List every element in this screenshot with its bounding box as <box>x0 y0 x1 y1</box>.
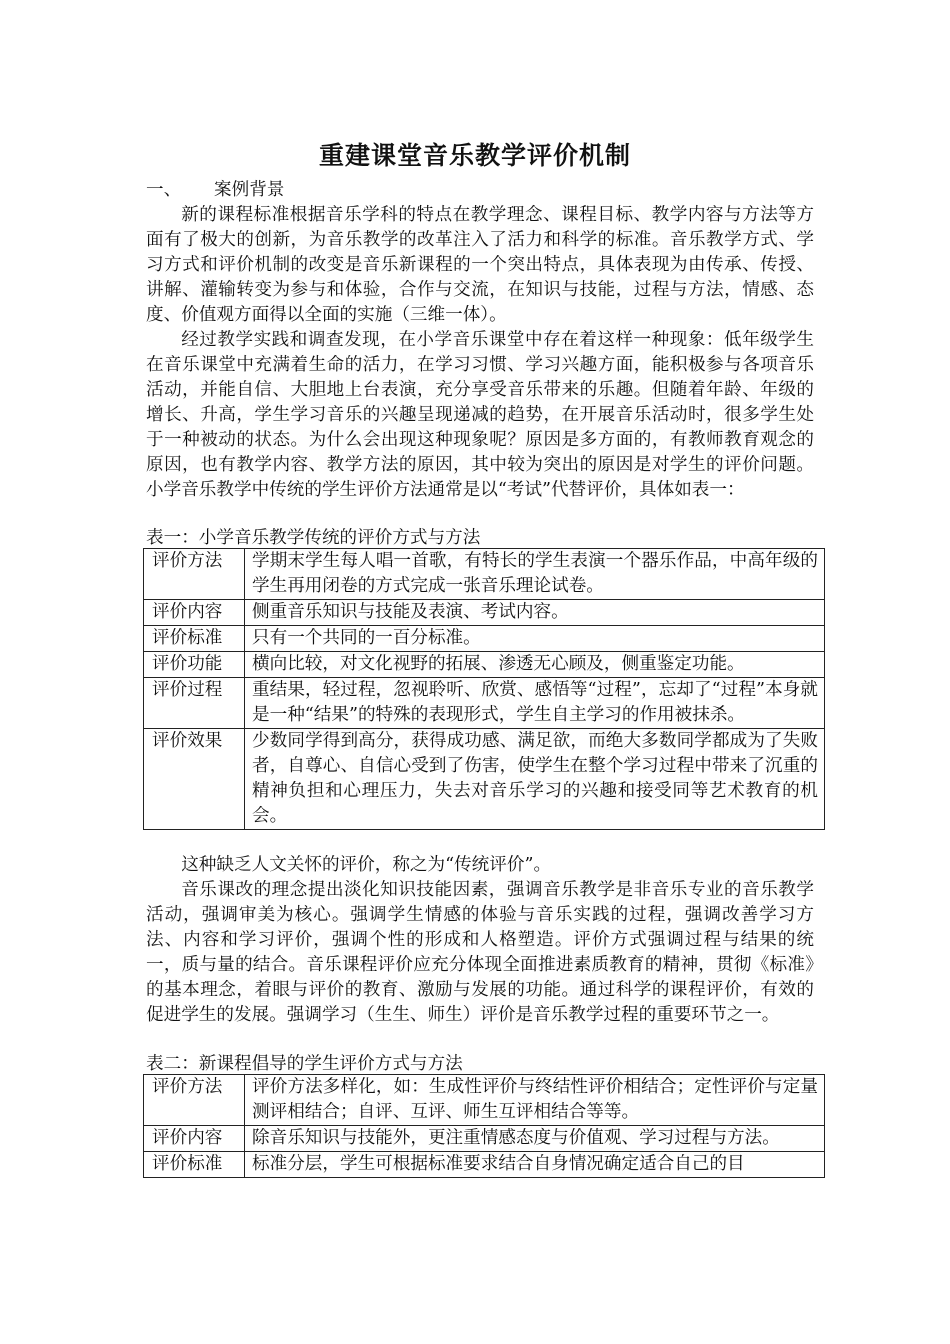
row-label: 评价效果 <box>144 729 245 830</box>
row-label: 评价标准 <box>144 1152 245 1178</box>
row-value: 评价方法多样化，如：生成性评价与终结性评价相结合；定性评价与定量测评相结合；自评、互评、师生互评相结合等等。 <box>245 1075 825 1126</box>
paragraph-1: 新的课程标准根据音乐学科的特点在教学理念、课程目标、教学内容与方法等方面有了极大的创新，为音乐教学的改革注入了活力和科学的标准。音乐教学方式、学习方式和评价机制的改变是音乐新课程的一个突出特点，具体表现为由传承、传授、讲解、灌输转变为参与和体验，合作与交流，在知识与技能，过程与方法，情感、态度、价值观方面得以全面的实施（三维一体）。 <box>146 205 814 325</box>
table1-traditional-evaluation <box>143 548 825 830</box>
row-value: 横向比较，对文化视野的拓展、渗透无心顾及，侧重鉴定功能。 <box>245 652 825 678</box>
row-value: 只有一个共同的一百分标准。 <box>245 626 825 652</box>
paragraph-4: 音乐课改的理念提出淡化知识技能因素，强调音乐教学是非音乐专业的音乐教学活动，强调审美为核心。强调学生情感的体验与音乐实践的过程，强调改善学习方法、内容和学习评价，强调个性的形成和人格塑造。评价方式强调过程与结果的统一，质与量的结合。音乐课程评价应充分体现全面推进素质教育的精神，贯彻《标准》的基本理念，着眼与评价的教育、激励与发展的功能。通过科学的课程评价，有效的促进学生的发展。强调学习（生生、师生）评价是音乐教学过程的重要环节之一。 <box>146 880 814 1025</box>
row-label: 评价功能 <box>144 652 245 678</box>
table2-new-curriculum-evaluation <box>143 1074 825 1178</box>
table1-caption: 表一：小学音乐教学传统的评价方式与方法 <box>146 528 481 548</box>
row-label: 评价方法 <box>144 1075 245 1126</box>
row-value: 学期末学生每人唱一首歌，有特长的学生表演一个器乐作品，中高年级的学生再用闭卷的方式完成一张音乐理论试卷。 <box>245 549 825 600</box>
table-row <box>144 729 825 830</box>
page-bottom-margin <box>0 1203 950 1344</box>
section-heading <box>146 178 806 203</box>
row-value: 除音乐知识与技能外，更注重情感态度与价值观、学习过程与方法。 <box>245 1126 825 1152</box>
row-label: 评价标准 <box>144 626 245 652</box>
row-label: 评价过程 <box>144 678 245 729</box>
document-title: 重建课堂音乐教学评价机制 <box>318 141 631 170</box>
table2-caption: 表二：新课程倡导的学生评价方式与方法 <box>146 1054 463 1074</box>
row-label: 评价内容 <box>144 1126 245 1152</box>
paragraph-3: 这种缺乏人文关怀的评价，称之为“传统评价”。 <box>181 855 552 875</box>
table-row <box>144 652 825 678</box>
table-row <box>144 1075 825 1126</box>
paragraph-2: 经过教学实践和调查发现，在小学音乐课堂中存在着这样一种现象：低年级学生在音乐课堂中充满着生命的活力，在学习习惯、学习兴趣方面，能积极参与各项音乐活动，并能自信、大胆地上台表演，充分享受音乐带来的乐趣。但随着年龄、年级的增长、升高，学生学习音乐的兴趣呈现递减的趋势，在开展音乐活动时，很多学生处于一种被动的状态。为什么会出现这种现象呢？原因是多方面的，有教师教育观念的原因，也有教学内容、教学方法的原因，其中较为突出的原因是对学生的评价问题。小学音乐教学中传统的学生评价方法通常是以“考试”代替评价，具体如表一： <box>146 330 814 500</box>
table-row <box>144 1126 825 1152</box>
table-row <box>144 549 825 600</box>
row-value: 标准分层，学生可根据标准要求结合自身情况确定适合自己的目 <box>245 1152 825 1178</box>
table-row <box>144 1152 825 1178</box>
table-row <box>144 626 825 652</box>
row-label: 评价方法 <box>144 549 245 600</box>
table-row <box>144 600 825 626</box>
row-value: 侧重音乐知识与技能及表演、考试内容。 <box>245 600 825 626</box>
row-label: 评价内容 <box>144 600 245 626</box>
table-row <box>144 678 825 729</box>
section-title: 案例背景 <box>214 180 285 200</box>
section-number: 一、 <box>146 180 182 200</box>
row-value: 少数同学得到高分，获得成功感、满足欲，而绝大多数同学都成为了失败者，自尊心、自信心受到了伤害，使学生在整个学习过程中带来了沉重的精神负担和心理压力，失去对音乐学习的兴趣和接受同等艺术教育的机会。 <box>245 729 825 830</box>
row-value: 重结果，轻过程，忽视聆听、欣赏、感悟等“过程”，忘却了“过程”本身就是一种“结果”的特殊的表现形式，学生自主学习的作用被抹杀。 <box>245 678 825 729</box>
